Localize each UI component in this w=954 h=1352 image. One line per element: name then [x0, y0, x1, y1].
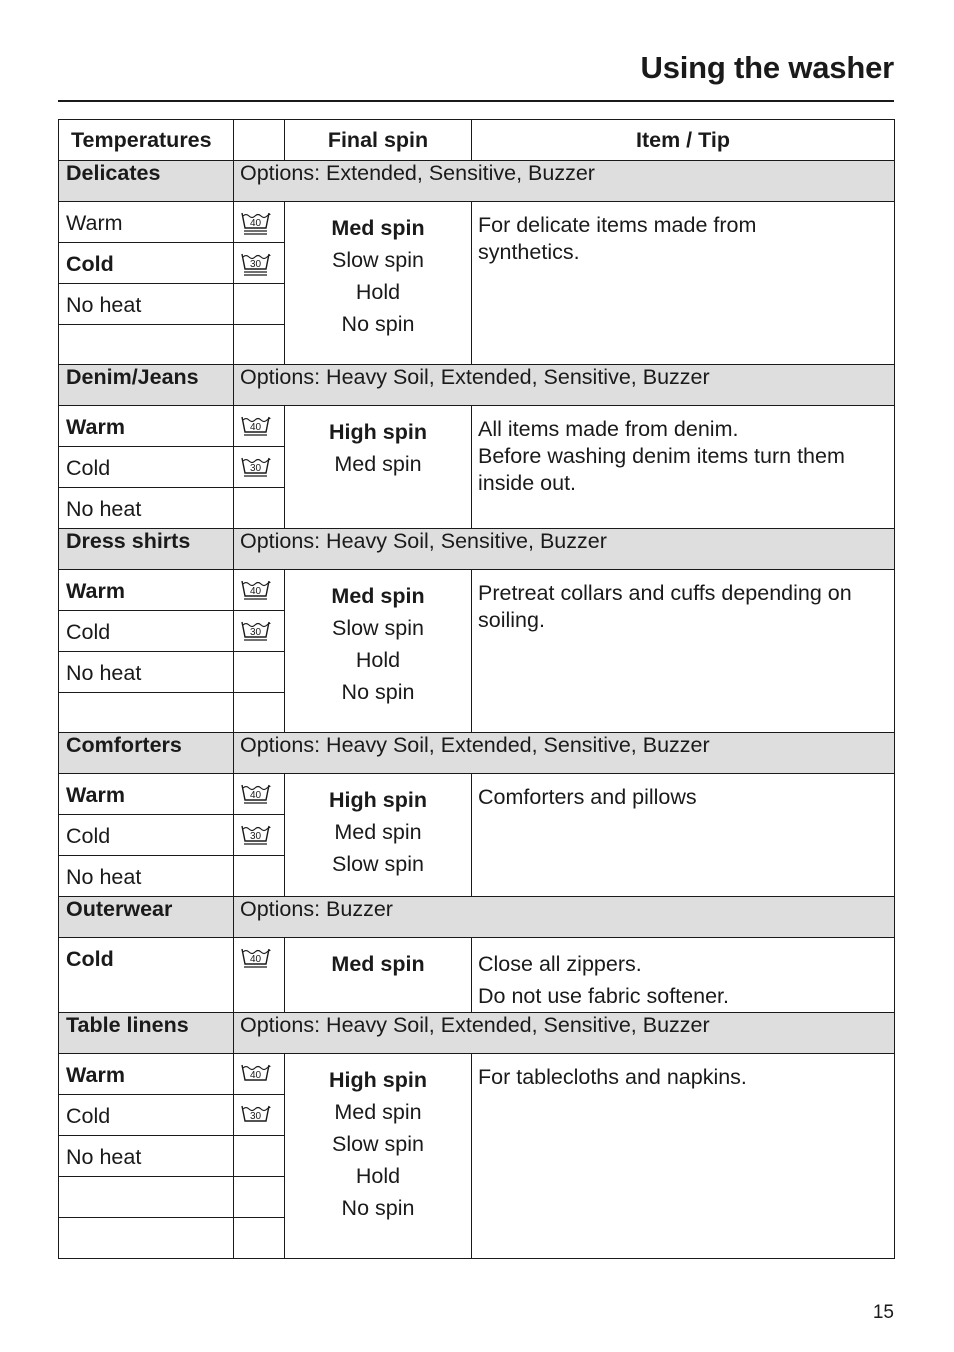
spin-option: Med spin — [334, 820, 422, 844]
temperature-cell: Cold — [59, 938, 234, 1013]
wash-temperature-label: 40 — [249, 790, 262, 801]
section-name: Delicates — [59, 161, 234, 202]
wash-temperature-label: 40 — [249, 1070, 262, 1081]
wash-symbol-cell — [234, 1218, 285, 1259]
spin-option: Slow spin — [331, 1132, 424, 1156]
tip-line: Close all zippers. — [478, 952, 642, 976]
wash-symbol-cell — [234, 938, 285, 1013]
wash-tub-icon — [240, 619, 272, 647]
spin-option: No spin — [341, 312, 415, 336]
wash-temperature-label: 40 — [249, 218, 262, 229]
item-tip-cell — [472, 1054, 895, 1259]
section-options: Options: Heavy Soil, Extended, Sensitive, Buzzer — [234, 733, 895, 774]
spin-option: High spin — [329, 788, 427, 812]
spin-option: Slow spin — [331, 852, 424, 876]
spin-option: No spin — [341, 680, 415, 704]
header-final-spin: Final spin — [285, 120, 472, 161]
wash-temperature-label: 30 — [249, 463, 262, 474]
section-options: Options: Heavy Soil, Sensitive, Buzzer — [234, 529, 895, 570]
wash-symbol-cell — [234, 1177, 285, 1218]
section-header-row — [59, 529, 895, 570]
table-row — [59, 202, 895, 243]
temperature-cell: Warm — [59, 406, 234, 447]
temperature-cell: Warm — [59, 774, 234, 815]
wash-tub-icon — [240, 210, 272, 238]
final-spin-cell — [285, 406, 472, 529]
wash-temperature-label: 30 — [249, 627, 262, 638]
wash-symbol-cell — [234, 243, 285, 284]
tip-line: All items made from denim. — [478, 417, 739, 441]
section-name: Dress shirts — [59, 529, 234, 570]
tip-line: Before washing denim items turn them — [478, 444, 845, 468]
final-spin-cell — [285, 938, 472, 1013]
item-tip-cell — [472, 570, 895, 733]
wash-program-table — [58, 119, 895, 1259]
section-options: Options: Buzzer — [234, 897, 895, 938]
wash-temperature-label: 30 — [249, 1111, 262, 1122]
table-row — [59, 406, 895, 447]
wash-tub-icon — [240, 946, 272, 974]
temperature-cell: No heat — [59, 856, 234, 897]
table-row — [59, 1054, 895, 1095]
wash-symbol-cell — [234, 1054, 285, 1095]
table-row — [59, 774, 895, 815]
table-header-row — [59, 120, 895, 161]
temperature-cell: No heat — [59, 652, 234, 693]
section-header-row — [59, 365, 895, 406]
spin-option: Slow spin — [331, 248, 424, 272]
spin-option: Med spin — [331, 952, 425, 976]
wash-tub-icon — [240, 455, 272, 483]
temperature-cell — [59, 1218, 234, 1259]
temperature-cell: Warm — [59, 202, 234, 243]
temperature-cell: Cold — [59, 243, 234, 284]
final-spin-cell — [285, 570, 472, 733]
wash-symbol-cell — [234, 693, 285, 733]
header-item-tip: Item / Tip — [472, 120, 895, 161]
temperature-cell: Warm — [59, 570, 234, 611]
tip-line: inside out. — [478, 471, 577, 495]
wash-tub-icon — [240, 1103, 272, 1131]
wash-symbol-cell — [234, 1136, 285, 1177]
spin-option: Med spin — [331, 584, 425, 608]
section-options: Options: Extended, Sensitive, Buzzer — [234, 161, 895, 202]
header-symbol — [234, 120, 285, 161]
table-row — [59, 570, 895, 611]
item-tip-cell — [472, 774, 895, 897]
wash-symbol-cell — [234, 611, 285, 652]
wash-temperature-label: 40 — [249, 586, 262, 597]
wash-temperature-label: 30 — [249, 259, 262, 270]
section-header-row — [59, 733, 895, 774]
temperature-cell: No heat — [59, 488, 234, 529]
spin-option: Med spin — [334, 1100, 422, 1124]
wash-temperature-label: 30 — [249, 831, 262, 842]
tip-line: Pretreat collars and cuffs depending on — [478, 581, 852, 605]
wash-symbol-cell — [234, 570, 285, 611]
spin-option: High spin — [329, 420, 427, 444]
final-spin-cell — [285, 202, 472, 365]
wash-symbol-cell — [234, 815, 285, 856]
section-options: Options: Heavy Soil, Extended, Sensitive, Buzzer — [234, 365, 895, 406]
section-name: Table linens — [59, 1013, 234, 1054]
item-tip-cell — [472, 406, 895, 529]
section-name: Outerwear — [59, 897, 234, 938]
final-spin-cell — [285, 774, 472, 897]
spin-option: Med spin — [331, 216, 425, 240]
wash-temperature-label: 40 — [249, 422, 262, 433]
tip-line: Do not use fabric softener. — [478, 984, 729, 1008]
wash-symbol-cell — [234, 652, 285, 693]
tip-line: For delicate items made from — [478, 213, 757, 237]
spin-option: Med spin — [334, 452, 422, 476]
wash-tub-icon — [240, 414, 272, 442]
wash-symbol-cell — [234, 488, 285, 529]
tip-line: For tablecloths and napkins. — [478, 1065, 747, 1089]
spin-option: No spin — [341, 1196, 415, 1220]
wash-symbol-cell — [234, 447, 285, 488]
temperature-cell: Cold — [59, 611, 234, 652]
spin-option: Hold — [355, 1164, 401, 1188]
wash-symbol-cell — [234, 1095, 285, 1136]
temperature-cell: Cold — [59, 447, 234, 488]
spin-option: Slow spin — [331, 616, 424, 640]
tip-line: soiling. — [478, 608, 545, 632]
wash-temperature-label: 40 — [249, 954, 262, 965]
item-tip-cell — [472, 202, 895, 365]
section-name: Denim/Jeans — [59, 365, 234, 406]
temperature-cell: Warm — [59, 1054, 234, 1095]
section-header-row — [59, 161, 895, 202]
table-row — [59, 938, 895, 1013]
wash-symbol-cell — [234, 284, 285, 325]
wash-tub-icon — [240, 823, 272, 851]
section-options: Options: Heavy Soil, Extended, Sensitive, Buzzer — [234, 1013, 895, 1054]
wash-symbol-cell — [234, 856, 285, 897]
wash-symbol-cell — [234, 406, 285, 447]
section-header-row — [59, 1013, 895, 1054]
header-temperatures: Temperatures — [59, 120, 234, 161]
wash-symbol-cell — [234, 325, 285, 365]
tip-line: Comforters and pillows — [478, 785, 697, 809]
wash-symbol-cell — [234, 202, 285, 243]
title-divider — [58, 100, 894, 102]
final-spin-cell — [285, 1054, 472, 1259]
tip-line: synthetics. — [478, 240, 580, 264]
wash-tub-icon — [240, 578, 272, 606]
temperature-cell: No heat — [59, 1136, 234, 1177]
wash-tub-icon — [240, 782, 272, 810]
temperature-cell — [59, 693, 234, 733]
section-header-row — [59, 897, 895, 938]
item-tip-cell — [472, 938, 895, 1013]
spin-option: High spin — [329, 1068, 427, 1092]
section-name: Comforters — [59, 733, 234, 774]
temperature-cell: No heat — [59, 284, 234, 325]
wash-tub-icon — [240, 1062, 272, 1090]
temperature-cell: Cold — [59, 1095, 234, 1136]
temperature-cell — [59, 325, 234, 365]
temperature-cell: Cold — [59, 815, 234, 856]
page-number: 15 — [872, 1302, 894, 1323]
spin-option: Hold — [355, 280, 401, 304]
temperature-cell — [59, 1177, 234, 1218]
page-title: Using the washer — [640, 50, 894, 85]
wash-symbol-cell — [234, 774, 285, 815]
spin-option: Hold — [355, 648, 401, 672]
wash-tub-icon — [240, 251, 272, 279]
